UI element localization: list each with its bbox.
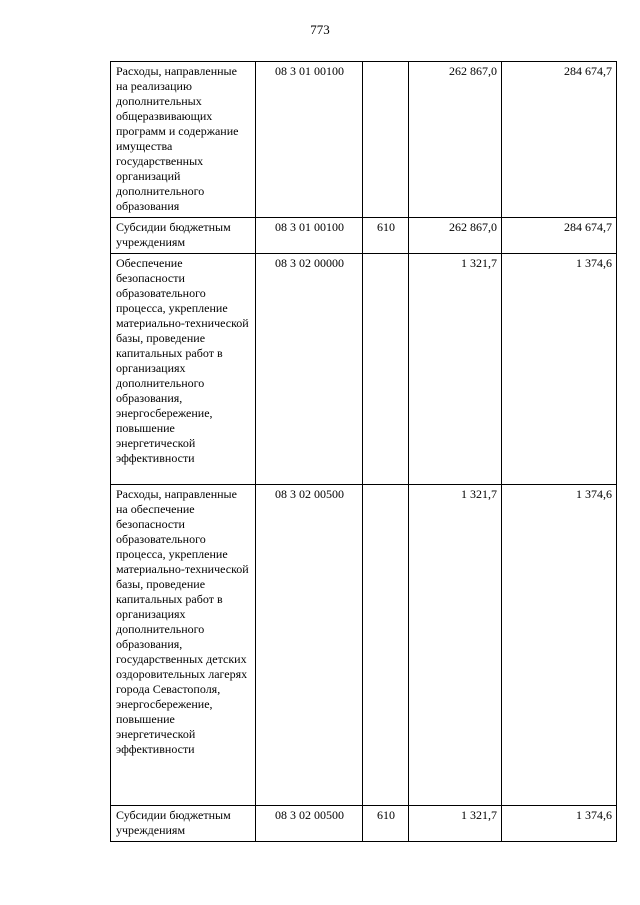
row-type-cell [363,62,409,218]
row-name-cell: Расходы, направленные на обеспечение безопасности образовательного процесса, укрепление материально-технической базы, проведение капитальных работ в организациях дополнительного образования, государственных детских оздоровительных лагерях города Севастополя, энергосбережение, повышение энергетической эффективности [111,485,256,806]
row-code-cell: 08 3 01 00100 [256,218,363,254]
row-name-cell: Субсидии бюджетным учреждениям [111,806,256,842]
budget-table [110,61,617,842]
table-row [111,806,617,842]
row-value1-cell: 1 321,7 [409,254,502,485]
row-code-cell: 08 3 02 00500 [256,806,363,842]
row-name-cell: Субсидии бюджетным учреждениям [111,218,256,254]
row-code-cell: 08 3 02 00000 [256,254,363,485]
row-value1-cell: 262 867,0 [409,62,502,218]
row-type-cell: 610 [363,806,409,842]
row-type-cell: 610 [363,218,409,254]
page-number: 773 [310,22,330,37]
row-value1-cell: 1 321,7 [409,806,502,842]
row-name-cell: Расходы, направленные на реализацию дополнительных общеразвивающих программ и содержание имущества государственных организаций дополнительного образования [111,62,256,218]
row-code-cell: 08 3 01 00100 [256,62,363,218]
row-value2-cell: 1 374,6 [502,254,617,485]
table-row [111,254,617,485]
table-row [111,62,617,218]
row-name-cell: Обеспечение безопасности образовательного процесса, укрепление материально-технической базы, проведение капитальных работ в организациях дополнительного образования, энергосбережение, повышение энергетической эффективности [111,254,256,485]
row-type-cell [363,254,409,485]
table-row [111,485,617,806]
row-value2-cell: 284 674,7 [502,62,617,218]
row-value1-cell: 1 321,7 [409,485,502,806]
row-type-cell [363,485,409,806]
row-code-cell: 08 3 02 00500 [256,485,363,806]
row-value1-cell: 262 867,0 [409,218,502,254]
row-value2-cell: 1 374,6 [502,485,617,806]
row-value2-cell: 1 374,6 [502,806,617,842]
row-value2-cell: 284 674,7 [502,218,617,254]
table-row [111,218,617,254]
